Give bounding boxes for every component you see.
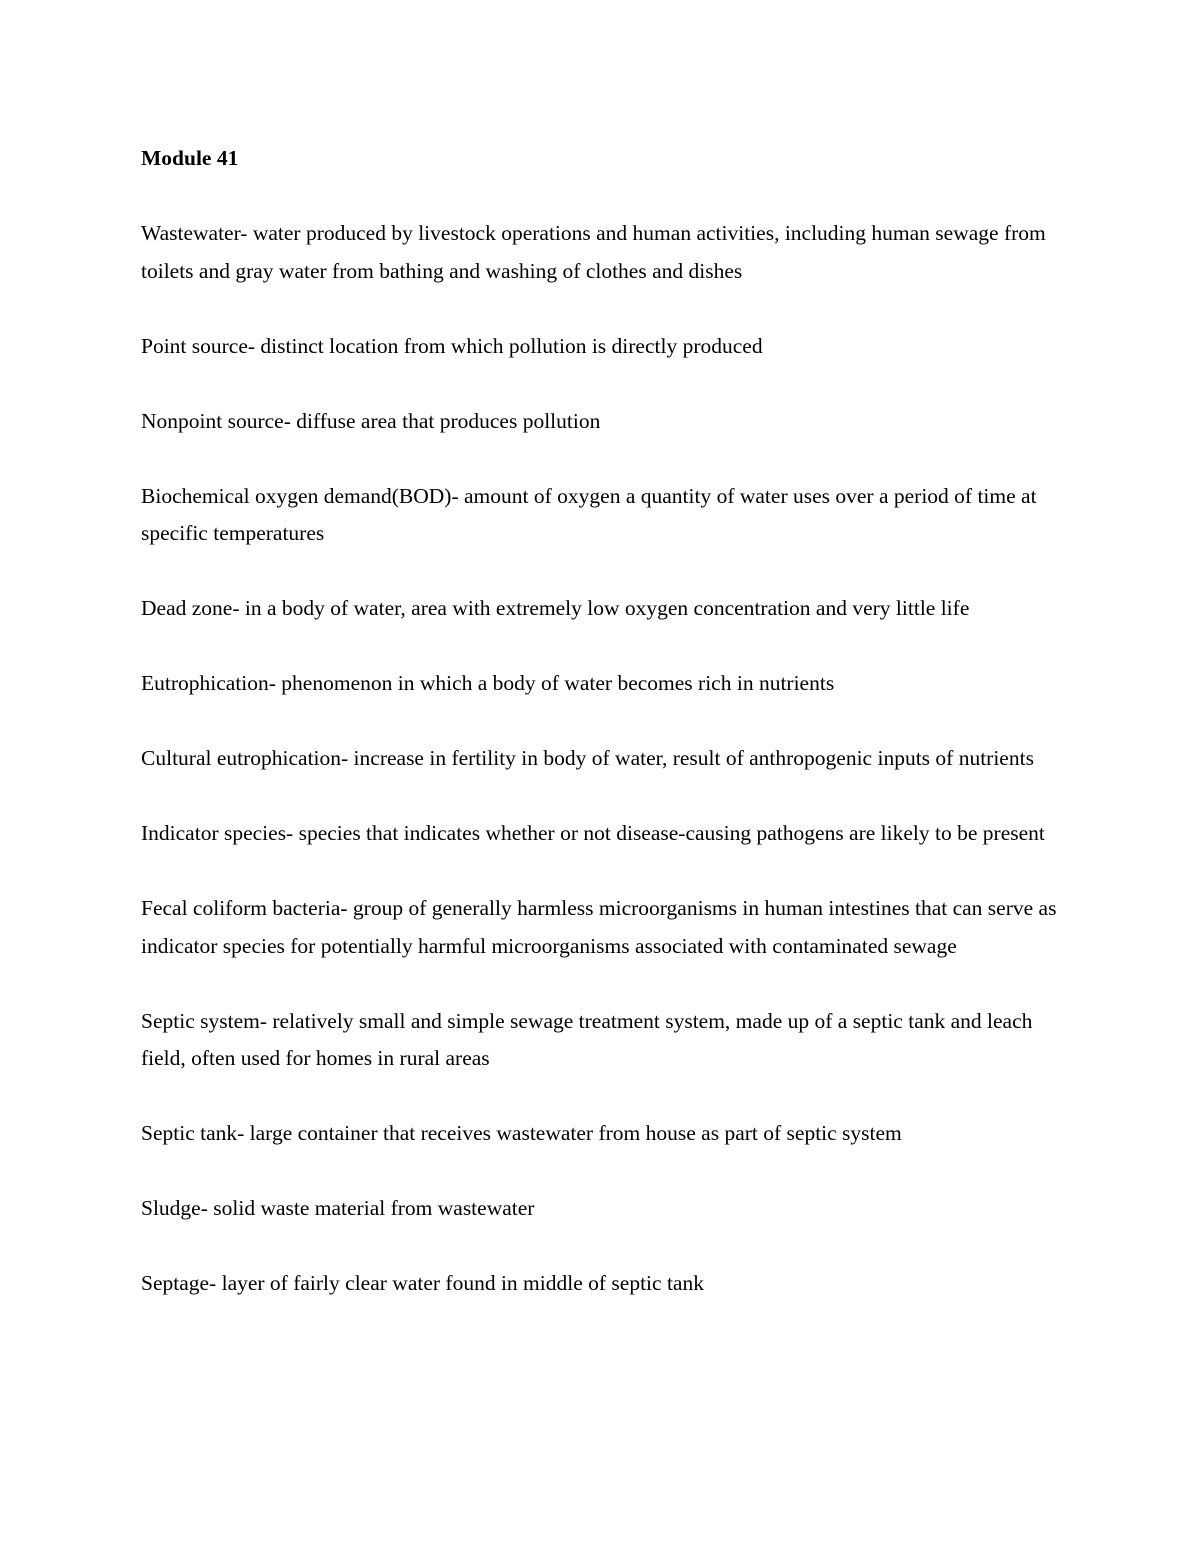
definition-septic-tank: Septic tank- large container that receives wastewater from house as part of septic system <box>141 1121 902 1145</box>
document-title: Module 41 <box>141 146 239 170</box>
definition-bod: Biochemical oxygen demand(BOD)- amount of oxygen a quantity of water uses over a period of time at specific temperatures <box>141 483 1037 545</box>
definition-indicator-species: Indicator species- species that indicates whether or not disease-causing pathogens are likely to be present <box>141 821 1045 845</box>
definition-fecal-coliform-bacteria: Fecal coliform bacteria- group of generally harmless microorganisms in human intestines that can serve as indicator species for potentially harmful microorganisms associated with contaminated sewage <box>141 896 1057 958</box>
definition-nonpoint-source: Nonpoint source- diffuse area that produces pollution <box>141 408 601 433</box>
definition-septic-system: Septic system- relatively small and simple sewage treatment system, made up of a septic tank and leach field, often used for homes in rural areas <box>141 1008 1033 1070</box>
definition-point-source: Point source- distinct location from which pollution is directly produced <box>141 333 763 358</box>
definition-sludge: Sludge- solid waste material from wastewater <box>141 1196 535 1220</box>
definition-cultural-eutrophication: Cultural eutrophication- increase in fertility in body of water, result of anthropogenic inputs of nutrients <box>141 746 1034 770</box>
definition-wastewater: Wastewater- water produced by livestock operations and human activities, including human sewage from toilets and gray water from bathing and washing of clothes and dishes <box>141 221 1046 283</box>
definition-eutrophication: Eutrophication- phenomenon in which a body of water becomes rich in nutrients <box>141 671 835 695</box>
definition-dead-zone: Dead zone- in a body of water, area with extremely low oxygen concentration and very little life <box>141 596 970 620</box>
document-body <box>141 140 1066 1340</box>
definition-septage: Septage- layer of fairly clear water found in middle of septic tank <box>141 1271 704 1295</box>
